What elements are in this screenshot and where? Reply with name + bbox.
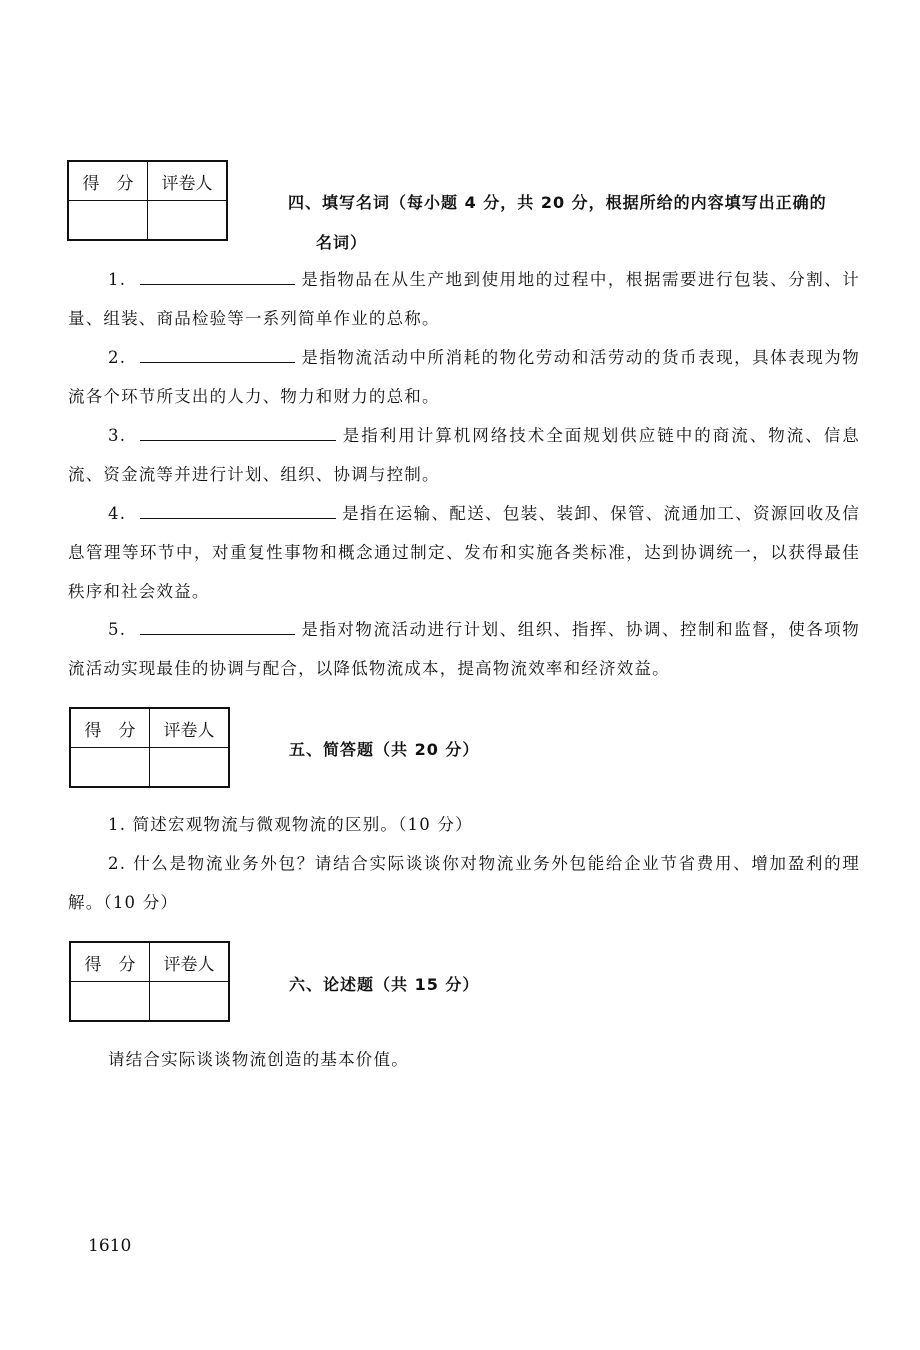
- section4-item-3: [68, 416, 860, 494]
- score-cell[interactable]: [68, 201, 148, 241]
- item-text: 是指利用计算机网络技术全面规划供应链中的商流、物流、信息流、资金流等并进行计划、组织、协调与控制。: [68, 426, 860, 484]
- item-number: 5.: [108, 620, 127, 639]
- grader-cell[interactable]: [150, 748, 230, 788]
- item-text: 是指物流活动中所消耗的物化劳动和活劳动的货币表现，具体表现为物流各个环节所支出的人力、物力和财力的总和。: [68, 348, 860, 406]
- question-text: 1. 简述宏观物流与微观物流的区别。（10 分）: [108, 815, 473, 834]
- item-text: 是指对物流活动进行计划、组织、指挥、协调、控制和监督，使各项物流活动实现最佳的协调与配合，以降低物流成本，提高物流效率和经济效益。: [68, 620, 860, 678]
- answer-blank[interactable]: [140, 616, 295, 635]
- item-number: 3.: [108, 426, 127, 445]
- section5-question-2: [68, 844, 860, 922]
- item-text: 是指在运输、配送、包装、装卸、保管、流通加工、资源回收及信息管理等环节中，对重复性事物和概念通过制定、发布和实施各类标准，达到协调统一，以获得最佳秩序和社会效益。: [68, 504, 860, 601]
- item-text: 是指物品在从生产地到使用地的过程中，根据需要进行包装、分割、计量、组装、商品检验等一系列简单作业的总称。: [68, 270, 860, 328]
- section6-title: 六、论述题（共 15 分）: [289, 975, 480, 994]
- grader-label: 评卷人: [150, 942, 230, 982]
- item-number: 4.: [108, 504, 127, 523]
- section4-item-5: [68, 610, 860, 688]
- section5-title: 五、简答题（共 20 分）: [289, 740, 480, 759]
- score-box-section6: [69, 941, 230, 1022]
- item-number: 2.: [108, 348, 127, 367]
- score-label: 得 分: [70, 708, 150, 748]
- score-cell[interactable]: [70, 748, 150, 788]
- grader-label: 评卷人: [150, 708, 230, 748]
- grader-label: 评卷人: [148, 161, 228, 201]
- section4-title-line1: 四、填写名词（每小题 4 分，共 20 分，根据所给的内容填写出正确的: [288, 193, 827, 212]
- section4-title-line2: 名词）: [316, 233, 368, 252]
- score-cell[interactable]: [70, 982, 150, 1022]
- question-text: 请结合实际谈谈物流创造的基本价值。: [108, 1050, 409, 1069]
- answer-blank[interactable]: [140, 500, 336, 519]
- score-box-section4: [67, 160, 228, 241]
- answer-blank[interactable]: [140, 266, 295, 285]
- grader-cell[interactable]: [150, 982, 230, 1022]
- section5-question-1: [68, 805, 860, 844]
- score-label: 得 分: [68, 161, 148, 201]
- section6-question: [68, 1040, 860, 1079]
- item-number: 1.: [108, 270, 127, 289]
- answer-blank[interactable]: [140, 344, 295, 363]
- question-text: 2. 什么是物流业务外包？请结合实际谈谈你对物流业务外包能给企业节省费用、增加盈利的理解。（10 分）: [68, 854, 860, 912]
- section4-item-4: [68, 494, 860, 611]
- page-number: 1610: [88, 1236, 132, 1256]
- section4-item-2: [68, 338, 860, 416]
- section4-item-1: [68, 260, 860, 338]
- answer-blank[interactable]: [140, 422, 336, 441]
- grader-cell[interactable]: [148, 201, 228, 241]
- score-box-section5: [69, 707, 230, 788]
- score-label: 得 分: [70, 942, 150, 982]
